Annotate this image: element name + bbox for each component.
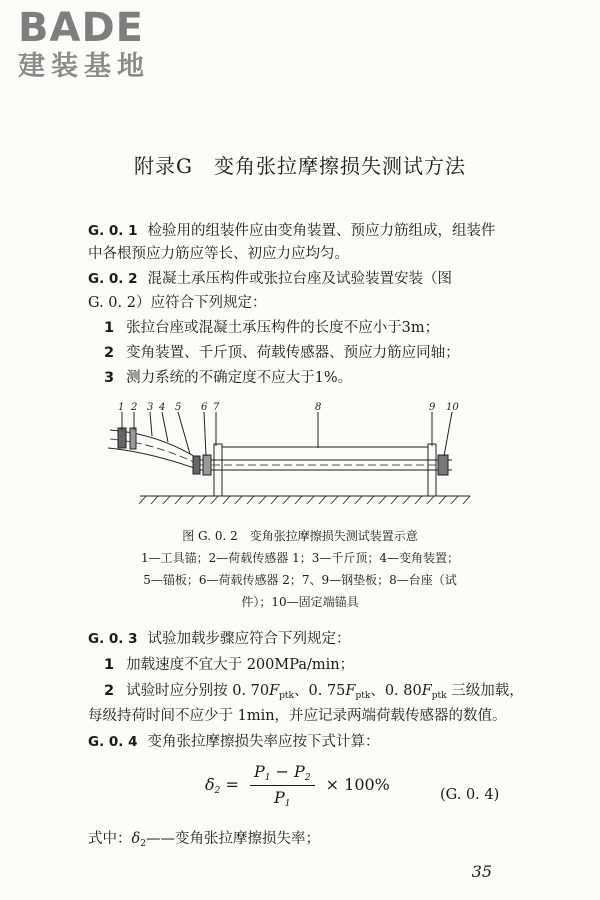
fptk-2-sub: ptk [355,691,371,701]
formula-fraction [250,762,315,809]
formula-lhs-sub: 2 [214,786,221,796]
den-p1-sub: 1 [284,799,291,809]
formula-number: (G. 0. 4) [440,787,500,803]
g02-item-1 [104,319,439,338]
fig-label-1: 1 [118,402,125,413]
g02-item-1-num: 1 [104,320,115,336]
g02-text1: 混凝土承压构件或张拉台座及试验装置安装（图 [147,271,453,287]
g03-item-2-d: 三级加载， [446,683,524,699]
fptk-1-sub: ptk [279,691,295,701]
g02-item-3 [104,369,352,388]
g02-item-1-text: 张拉台座或混凝土承压构件的长度不应小于3m； [126,320,440,336]
where-label: 式中： [88,831,132,847]
formula-eq: = [225,775,239,794]
fptk-3: F [421,683,432,699]
g03-item-2-a: 试验时应分别按 0. 70 [126,683,270,699]
formula-lhs: δ [205,775,215,794]
formula-times: × 100% [325,775,390,794]
formula-g04 [205,762,390,809]
figure-legend-3: 件）；10—固定端锚具 [241,595,359,609]
g03-item-2-b: 、0. 75 [294,683,346,699]
g02-item-2-num: 2 [104,345,115,361]
g02-line2: G. 0. 2）应符合下列规定： [88,295,267,311]
g02-line1 [88,270,452,289]
figure-legend-1: 1—工具锚；2—荷载传感器 1；3—千斤顶；4—变角装置； [141,551,459,565]
fig-label-3: 3 [147,402,154,413]
g01-line1 [88,222,496,241]
fptk-2: F [345,683,356,699]
g03-clause: G. 0. 3 [88,631,138,647]
g01-clause: G. 0. 1 [88,223,138,239]
fig-label-5: 5 [175,402,182,413]
num-p2: P [294,762,305,781]
g03-item-2 [104,682,524,706]
fig-label-6: 6 [201,402,208,413]
g03-item-2-num: 2 [104,683,115,699]
logo [18,6,150,84]
g04-clause: G. 0. 4 [88,734,138,750]
page-title: 附录G 变角张拉摩擦损失测试方法 [134,154,466,178]
where-text: ——变角张拉摩擦损失率； [145,831,320,847]
bed-specimen [222,447,428,496]
fptk-1: F [269,683,280,699]
num-minus: − [270,762,295,781]
g03-text1: 试验加载步骤应符合下列规定： [147,631,351,647]
g04-where [88,830,320,854]
g03-item-2-c: 、0. 80 [370,683,422,699]
logo-brand: BADE [18,5,144,51]
g01-line2: 中各根预应力筋应等长、初应力应均匀。 [88,246,349,262]
apparatus-diagram [0,400,600,530]
fig-label-4: 4 [159,402,166,413]
fig-label-9: 9 [429,402,436,413]
num-p1: P [253,762,265,781]
g02-item-3-num: 3 [104,370,115,386]
where-sym: δ [131,831,141,847]
num-p1-sub: 1 [264,773,271,783]
den-p1: P [274,788,285,807]
fig-label-7: 7 [213,402,220,413]
g04-text1: 变角张拉摩擦损失率应按下式计算： [147,734,380,750]
g03-item-1-text: 加载速度不宜大于 200MPa/min； [126,657,355,673]
g03-item-1 [104,656,354,675]
formula-denominator [250,786,315,809]
g03-line-last: 每级持荷时间不应少于 1min，并应记录两端荷载传感器的数值。 [88,708,507,724]
g02-item-2 [104,344,460,363]
logo-brand-cn: 建装基地 [18,51,150,82]
fig-label-2: 2 [131,402,138,413]
figure-legend-2: 5—锚板；6—荷载传感器 2；7、9—钢垫板；8—台座（试 [143,573,457,587]
num-p2-sub: 2 [304,773,311,783]
g03-item-1-num: 1 [104,657,115,673]
g04-line1 [88,733,380,752]
fptk-3-sub: ptk [431,691,447,701]
g02-item-3-text: 测力系统的不确定度不应大于1%。 [126,370,353,386]
where-sub: 2 [140,839,146,849]
page-number: 35 [471,862,492,881]
g02-clause: G. 0. 2 [88,271,138,287]
fixed-anchor [438,455,448,475]
g03-line1 [88,630,351,649]
fig-label-8: 8 [315,402,322,413]
fig-label-10: 10 [446,402,459,413]
g02-item-2-text: 变角装置、千斤顶、荷载传感器、预应力筋应同轴； [126,345,460,361]
g01-text1: 检验用的组装件应由变角装置、预应力筋组成，组装件 [147,223,496,239]
formula-numerator [250,762,315,786]
ground-hatch [139,496,470,504]
figure-caption: 图 G. 0. 2 变角张拉摩擦损失测试装置示意 [182,529,418,543]
